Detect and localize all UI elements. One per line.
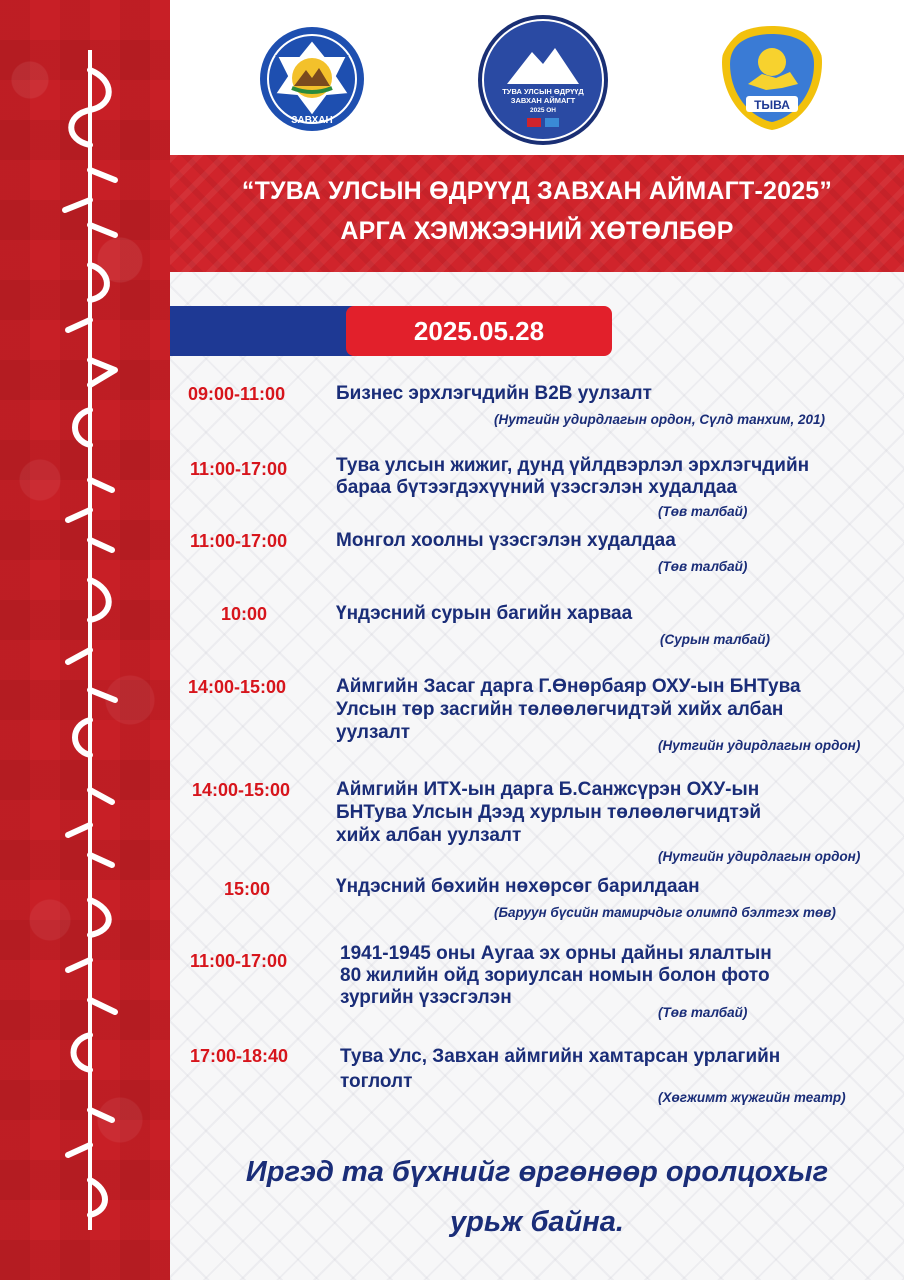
header-banner	[170, 155, 904, 272]
event-title: БНТува Улсын Дээд хурлын төлөөлөгчидтэй	[336, 802, 762, 823]
event-time: 17:00-18:40	[190, 1046, 289, 1066]
event-location: (Төв талбай)	[658, 1005, 748, 1020]
tyva-emblem-icon	[718, 22, 826, 132]
invitation-text: урьж байна.	[450, 1206, 624, 1238]
event-title: зургийн үзэсгэлэн	[340, 987, 512, 1008]
event-time: 11:00-17:00	[190, 951, 288, 971]
event-location: (Төв талбай)	[658, 559, 748, 574]
event-title: тоглолт	[340, 1071, 413, 1092]
event-location: (Нутгийн удирдлагын ордон)	[658, 849, 861, 864]
event-location: (Нутгийн удирдлагын ордон)	[658, 738, 861, 753]
mongolian-script-ornament	[60, 50, 120, 1230]
event-time: 14:00-15:00	[188, 677, 287, 697]
left-decorative-band	[0, 0, 170, 1280]
date-bar-accent	[170, 306, 370, 356]
event-time: 14:00-15:00	[192, 780, 291, 800]
svg-text:ЗАВХАН: ЗАВХАН	[291, 115, 333, 126]
invitation-text: Иргэд та бүхнийг өргөнөөр оролцохыг	[245, 1156, 829, 1188]
svg-text:2025 ОН: 2025 ОН	[529, 107, 557, 114]
event-title: Бизнес эрхлэгчдийн B2B уулзалт	[336, 383, 652, 404]
event-time: 15:00	[224, 879, 271, 899]
svg-text:ТЫВА: ТЫВА	[754, 98, 790, 112]
event-title: Үндэсний сурын багийн харваа	[336, 603, 633, 624]
event-location: (Сурын талбай)	[660, 632, 770, 647]
date-badge: 2025.05.28	[346, 306, 612, 356]
event-title: 1941-1945 оны Аугаа эх орны дайны ялалтын	[340, 943, 772, 964]
event-time: 10:00	[221, 604, 268, 624]
event-time: 11:00-17:00	[190, 531, 288, 551]
event-title: Улсын төр засгийн төлөөлөгчидтэй хийх албан	[336, 699, 784, 720]
event-title: бараа бүтээгдэхүүний үзэсгэлэн худалдаа	[336, 477, 738, 498]
page-title: “ТУВА УЛСЫН ӨДРҮҮД ЗАВХАН АЙМАГТ-2025”	[241, 177, 833, 205]
svg-text:ТУВА УЛСЫН ӨДРҮҮД: ТУВА УЛСЫН ӨДРҮҮД	[502, 87, 584, 96]
event-location: (Баруун бүсийн тамирчдыг олимпд бэлтгэх төв)	[494, 905, 836, 920]
event-title: Тува Улс, Завхан аймгийн хамтарсан урлагийн	[340, 1046, 781, 1067]
event-title: Тува улсын жижиг, дунд үйлдвэрлэл эрхлэгчдийн	[336, 455, 810, 476]
page-subtitle: АРГА ХЭМЖЭЭНИЙ ХӨТӨЛБӨР	[340, 217, 734, 245]
event-title: Монгол хоолны үзэсгэлэн худалдаа	[336, 530, 676, 551]
event-emblem-icon	[477, 14, 609, 146]
event-title: Үндэсний бөхийн нөхөрсөг барилдаан	[336, 876, 700, 897]
event-time: 11:00-17:00	[190, 459, 288, 479]
event-title: 80 жилийн ойд зориулсан номын болон фото	[340, 965, 770, 986]
zavkhan-emblem-icon	[259, 26, 365, 132]
event-location: (Төв талбай)	[658, 504, 748, 519]
event-title: Аймгийн Засаг дарга Г.Өнөрбаяр ОХУ-ын БНТува	[336, 676, 801, 697]
event-title: хийх албан уулзалт	[336, 825, 522, 846]
svg-text:ЗАВХАН АЙМАГТ: ЗАВХАН АЙМАГТ	[510, 96, 576, 105]
event-location: (Хөгжимт жүжгийн театр)	[658, 1090, 846, 1105]
event-time: 09:00-11:00	[188, 384, 286, 404]
event-title: Аймгийн ИТХ-ын дарга Б.Санжсүрэн ОХУ-ын	[336, 779, 760, 800]
event-location: (Нутгийн удирдлагын ордон, Сүлд танхим, 201)	[494, 412, 826, 427]
event-title: уулзалт	[336, 722, 411, 743]
